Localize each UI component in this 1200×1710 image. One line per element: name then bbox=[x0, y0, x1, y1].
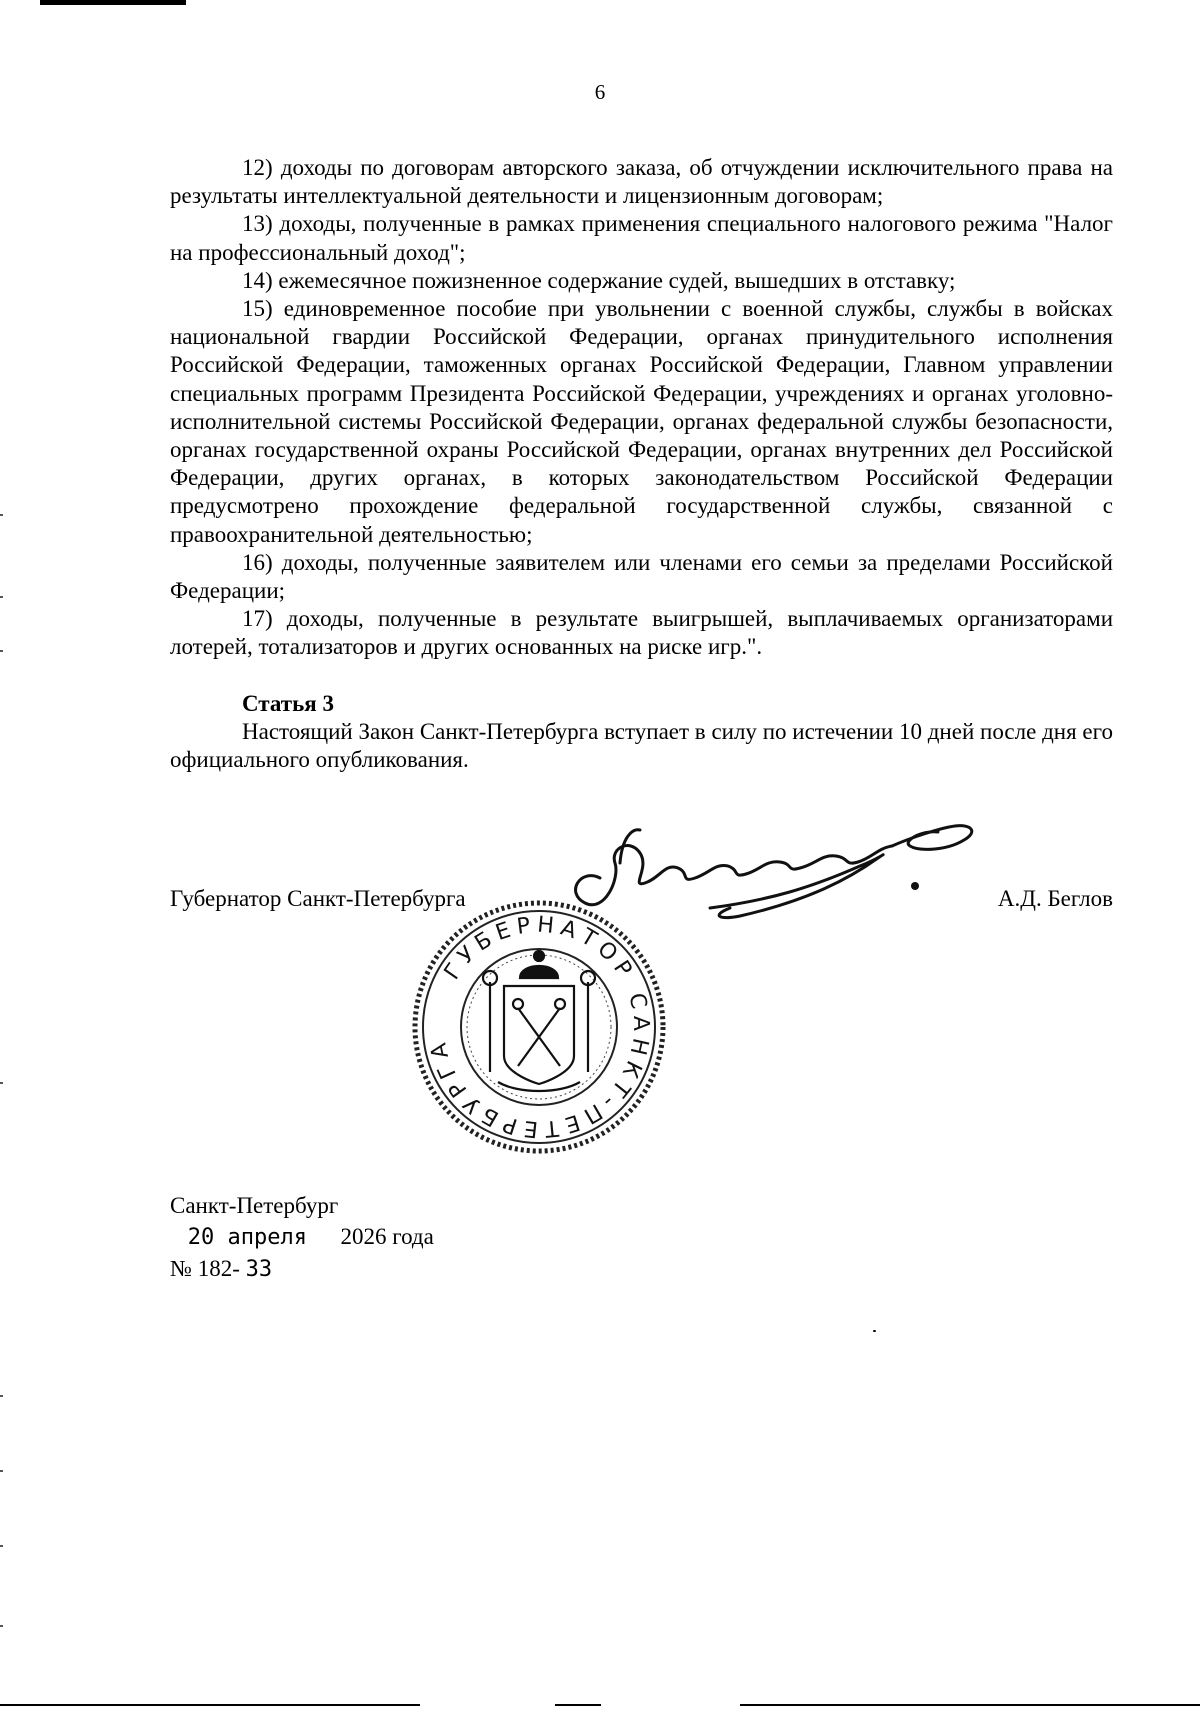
scan-edge-mark bbox=[40, 0, 186, 5]
city: Санкт-Петербург bbox=[170, 1193, 339, 1218]
scan-edge-tick bbox=[0, 1082, 3, 1084]
list-item-15: 15) единовременное пособие при увольнении с военной службы, службы в войсках национальной гвардии Российской Федерации, органах принудительного исполнения Российской Федерации, таможенных органах Российской Федерации, Главном управлении специальных программ Президента Российской Федерации, учреждениях и органах уголовно-исполнительной системы Российской Федерации, органах федеральной службы безопасности, органах государственной охраны Российской Федерации, органах внутренних дел Российской Федерации, других органах, в которых законодательством Российской Федерации предусмотрено прохождение федеральной государственной службы, связанной с правоохранительной деятельностью; bbox=[170, 296, 1113, 547]
page-number: 6 bbox=[594, 80, 606, 104]
signatory-name: А.Д. Беглов bbox=[997, 886, 1113, 911]
seal-ring-text: ГУБЕРНАТОР САНКТ-ПЕТЕРБУРГА bbox=[425, 912, 654, 1142]
date-year: 2026 года bbox=[340, 1224, 434, 1249]
document-number bbox=[170, 1253, 434, 1285]
document-body bbox=[170, 154, 1113, 774]
date-day-month: 20 апреля bbox=[187, 1225, 307, 1250]
scan-edge-tick bbox=[0, 1545, 3, 1547]
scan-edge-tick bbox=[0, 1470, 3, 1472]
date-line bbox=[170, 1221, 434, 1253]
scan-bottom-edge bbox=[555, 1704, 601, 1706]
scan-edge-tick bbox=[0, 596, 3, 598]
article-text: Настоящий Закон Санкт-Петербурга вступает в силу по истечении 10 дней после дня его официального опубликования. bbox=[170, 718, 1113, 773]
scan-edge-tick bbox=[0, 650, 3, 652]
list-item-13: 13) доходы, полученные в рамках применения специального налогового режима "Налог на профессиональный доход"; bbox=[170, 211, 1113, 265]
number-prefix: № 182- bbox=[170, 1256, 240, 1281]
scan-edge-tick bbox=[0, 514, 3, 516]
list-item-16: 16) доходы, полученные заявителем или членами его семьи за пределами Российской Федерации; bbox=[170, 549, 1113, 604]
svg-text:ГУБЕРНАТОР САНКТ-ПЕТЕРБУРГА bbox=[425, 912, 653, 1141]
scan-edge-tick bbox=[0, 1625, 3, 1627]
signatory-title: Губернатор Санкт-Петербурга bbox=[170, 886, 466, 911]
list-item-14: 14) ежемесячное пожизненное содержание судей, вышедших в отставку; bbox=[242, 267, 956, 293]
scan-edge-tick bbox=[0, 1395, 3, 1397]
list-item-17: 17) доходы, полученные в результате выигрышей, выплачиваемых организаторами лотерей, тотализаторов и других основанных на риске игр.". bbox=[170, 606, 1113, 660]
coat-of-arms-icon bbox=[483, 951, 595, 1091]
number-suffix: 33 bbox=[245, 1257, 273, 1282]
scan-bottom-edge bbox=[0, 1704, 420, 1706]
scan-bottom-edge bbox=[740, 1704, 1200, 1706]
list-item-12: 12) доходы по договорам авторского заказа, об отчуждении исключительного права на результаты интеллектуальной деятельности и лицензионным договорам; bbox=[170, 155, 1113, 209]
official-seal bbox=[408, 896, 670, 1158]
article-heading: Статья 3 bbox=[242, 690, 334, 716]
scan-speck bbox=[873, 1330, 876, 1332]
document-footer bbox=[170, 1190, 434, 1285]
